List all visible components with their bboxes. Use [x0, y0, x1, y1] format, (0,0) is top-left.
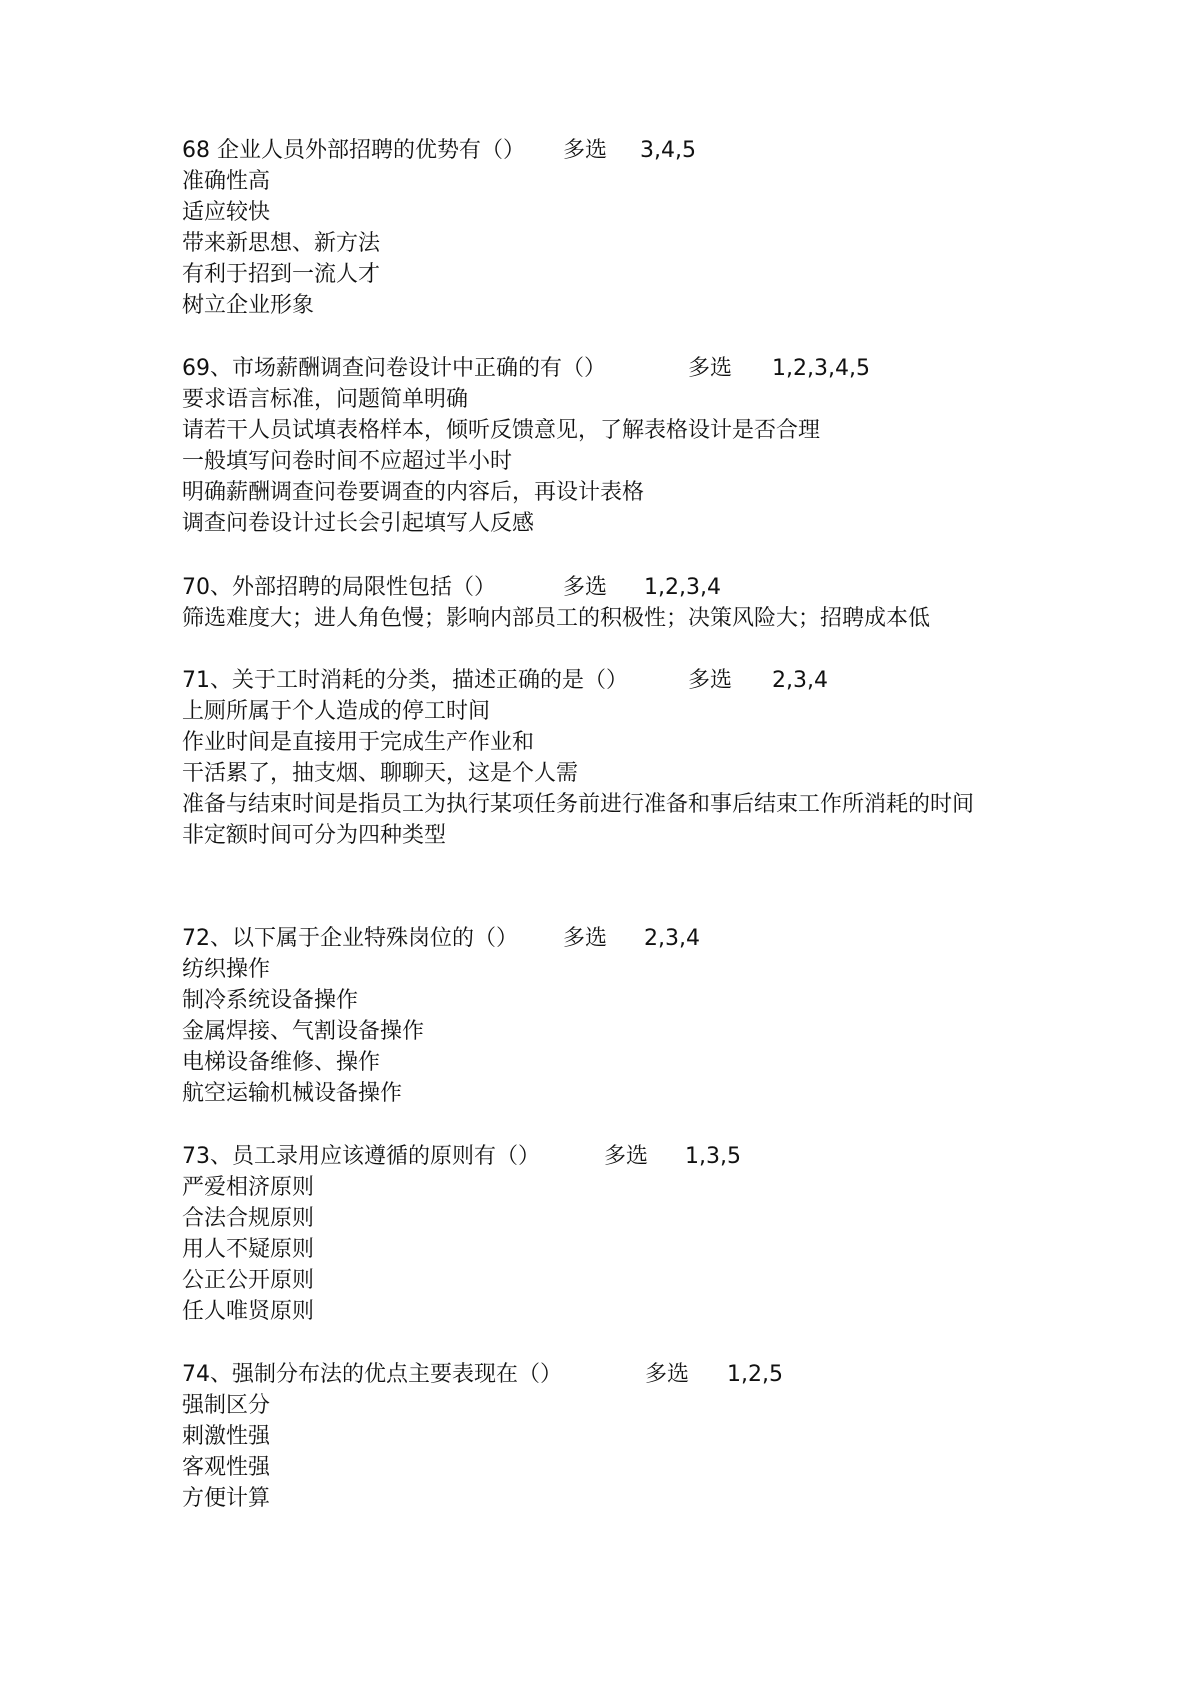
question-73: [182, 1141, 1042, 1327]
question-header: [182, 1359, 1042, 1390]
option: 请若干人员试填表格样本，倾听反馈意见，了解表格设计是否合理: [182, 418, 821, 443]
option: 调查问卷设计过长会引起填写人反感: [182, 511, 535, 536]
option: 公正公开原则: [182, 1268, 315, 1293]
question-answer: 3,4,5: [640, 138, 696, 163]
question-header: [182, 1141, 1042, 1172]
option: 非定额时间可分为四种类型: [182, 823, 447, 848]
question-stem: 69、市场薪酬调查问卷设计中正确的有（）: [182, 356, 606, 381]
option: 刺激性强: [182, 1424, 271, 1449]
option: 干活累了，抽支烟、聊聊天，这是个人需: [182, 761, 579, 786]
question-72: [182, 923, 1042, 1109]
question-answer: 1,2,3,4: [644, 575, 721, 600]
question-answer: 1,3,5: [685, 1144, 741, 1169]
question-type: 多选: [645, 1362, 690, 1387]
question-stem: 73、员工录用应该遵循的原则有（）: [182, 1144, 540, 1169]
option: 纺织操作: [182, 957, 271, 982]
option: 合法合规原则: [182, 1206, 315, 1231]
option: 上厕所属于个人造成的停工时间: [182, 699, 491, 724]
option: 准备与结束时间是指员工为执行某项任务前进行准备和事后结束工作所消耗的时间: [182, 792, 975, 817]
option: 作业时间是直接用于完成生产作业和: [182, 730, 535, 755]
question-answer: 1,2,3,4,5: [772, 356, 870, 381]
option: 一般填写问卷时间不应超过半小时: [182, 449, 513, 474]
option: 要求语言标准，问题简单明确: [182, 387, 469, 412]
option: 明确薪酬调查问卷要调查的内容后，再设计表格: [182, 480, 645, 505]
question-header: [182, 572, 1042, 603]
option: 准确性高: [182, 169, 271, 194]
question-header: [182, 665, 1042, 696]
question-answer: 1,2,5: [727, 1362, 783, 1387]
question-stem: 72、以下属于企业特殊岗位的（）: [182, 926, 518, 951]
question-74: [182, 1359, 1042, 1514]
question-header: [182, 135, 1042, 166]
question-69: [182, 353, 1042, 539]
option: 客观性强: [182, 1455, 271, 1480]
question-type: 多选: [688, 668, 733, 693]
question-header: [182, 923, 1042, 954]
option: 用人不疑原则: [182, 1237, 315, 1262]
question-type: 多选: [688, 356, 733, 381]
question-71: [182, 665, 1042, 851]
question-stem: 68 企业人员外部招聘的优势有（）: [182, 138, 525, 163]
question-type: 多选: [563, 138, 608, 163]
question-stem: 71、关于工时消耗的分类，描述正确的是（）: [182, 668, 628, 693]
option: 制冷系统设备操作: [182, 988, 359, 1013]
option: 严爱相济原则: [182, 1175, 315, 1200]
question-stem: 70、外部招聘的局限性包括（）: [182, 575, 496, 600]
question-answer: 2,3,4: [772, 668, 828, 693]
option: 有利于招到一流人才: [182, 262, 381, 287]
option: 电梯设备维修、操作: [182, 1050, 381, 1075]
option: 金属焊接、气割设备操作: [182, 1019, 425, 1044]
option: 筛选难度大；进人角色慢；影响内部员工的积极性；决策风险大；招聘成本低: [182, 606, 931, 631]
question-header: [182, 353, 1042, 384]
question-type: 多选: [604, 1144, 649, 1169]
option: 强制区分: [182, 1393, 271, 1418]
question-type: 多选: [563, 926, 608, 951]
question-type: 多选: [563, 575, 608, 600]
option: 方便计算: [182, 1486, 271, 1511]
option: 带来新思想、新方法: [182, 231, 381, 256]
option: 树立企业形象: [182, 293, 315, 318]
option: 航空运输机械设备操作: [182, 1081, 403, 1106]
option: 适应较快: [182, 200, 271, 225]
question-stem: 74、强制分布法的优点主要表现在（）: [182, 1362, 562, 1387]
question-68: [182, 135, 1042, 321]
question-answer: 2,3,4: [644, 926, 700, 951]
option: 任人唯贤原则: [182, 1299, 315, 1324]
question-70: [182, 572, 1042, 634]
